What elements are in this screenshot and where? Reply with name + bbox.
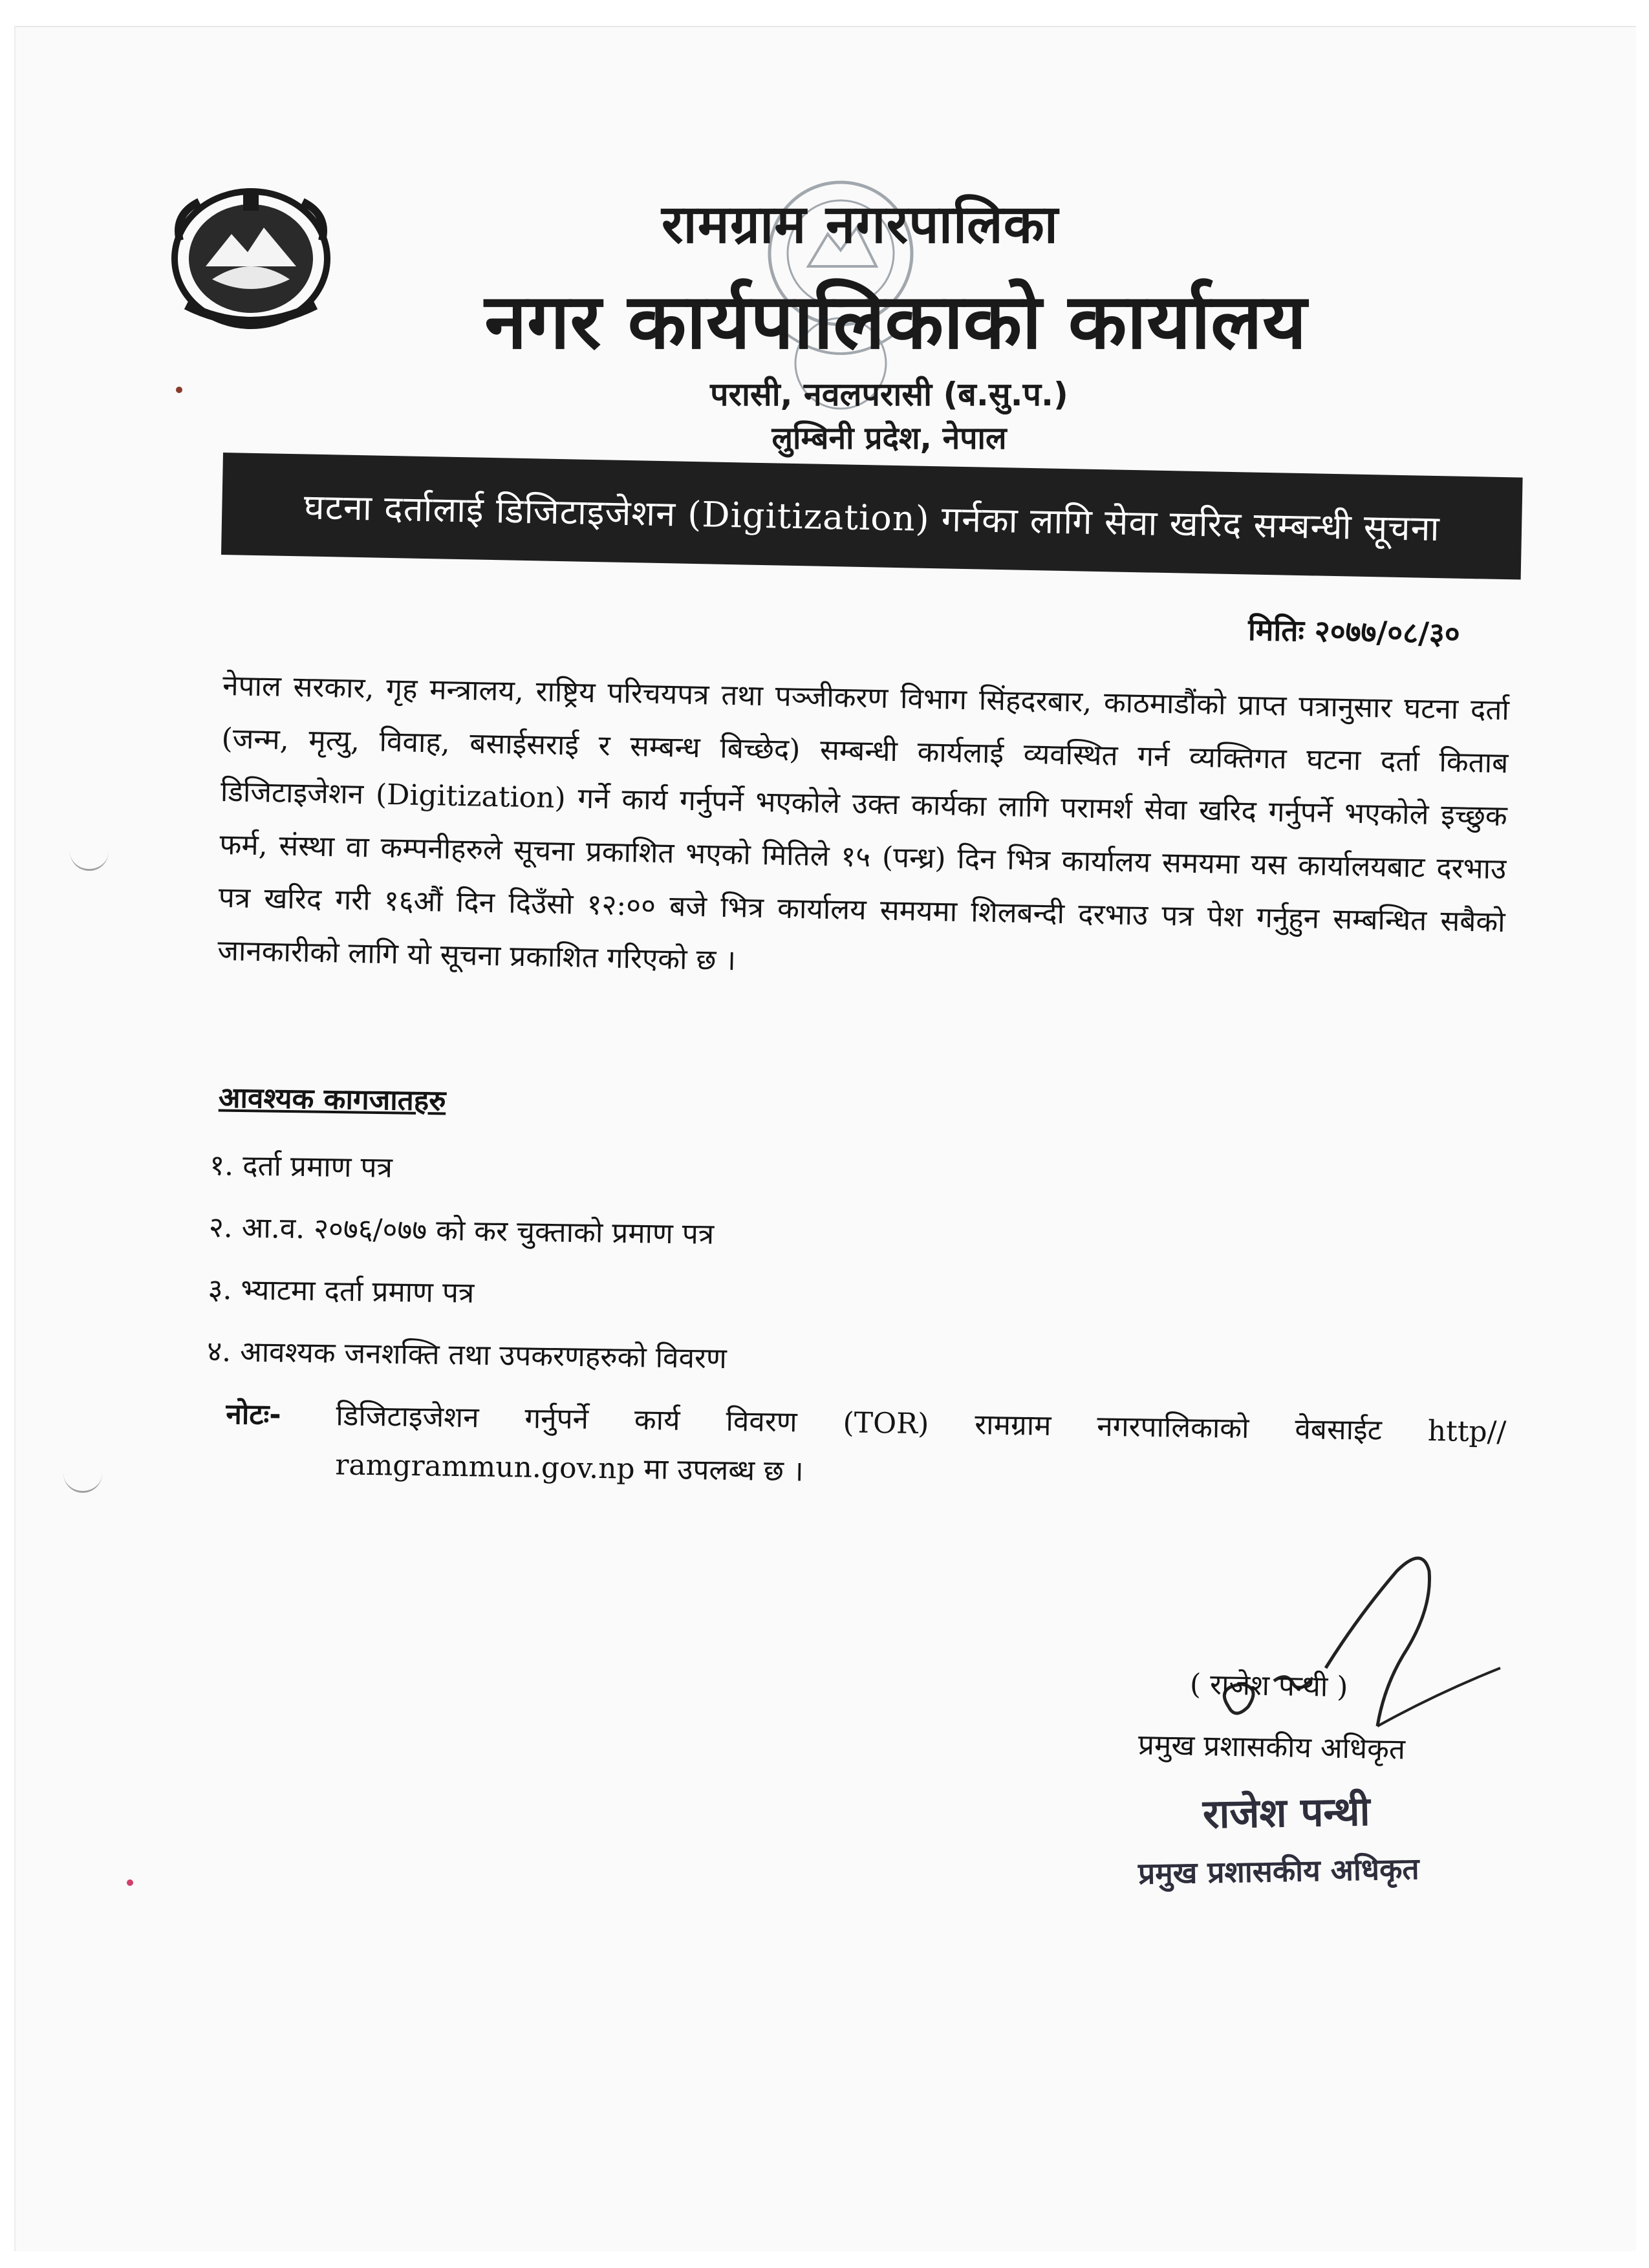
note-text: डिजिटाइजेशन गर्नुपर्ने कार्य विवरण (TOR) रामग्राम नगरपालिकाको वेबसाईट http// ramgrammun.gov.np मा उपलब्ध छ । — [335, 1399, 1507, 1488]
signatory-title: प्रमुख प्रशासकीय अधिकृत — [1137, 1728, 1406, 1766]
address-line-2: लुम्बिनी प्रदेश, नेपाल — [771, 420, 1007, 456]
list-item: २. आ.व. २०७६/०७७ को कर चुक्ताको प्रमाण पत्र — [208, 1210, 715, 1251]
required-documents-heading: आवश्यक कागजातहरु — [218, 1081, 446, 1118]
ink-speck — [176, 387, 182, 393]
ink-speck — [127, 1879, 133, 1886]
title-stamp: प्रमुख प्रशासकीय अधिकृत — [1137, 1851, 1420, 1891]
name-stamp: राजेश पन्थी — [1202, 1787, 1371, 1838]
list-item: ३. भ्याटमा दर्ता प्रमाण पत्र — [208, 1272, 475, 1310]
note-label: नोटः- — [226, 1397, 281, 1432]
handwritten-signature — [1190, 1532, 1526, 1746]
required-documents-list — [207, 1135, 730, 1390]
list-item: ४. आवश्यक जनशक्ति तथा उपकरणहरुको विवरण — [206, 1334, 727, 1376]
signatory-name: ( राजेश पन्थी ) — [1189, 1667, 1348, 1704]
municipality-name: रामग्राम नगरपालिका — [662, 194, 1059, 255]
notice-title: घटना दर्तालाई डिजिटाइजेशन (Digitization) गर्नका लागि सेवा खरिद सम्बन्धी सूचना — [303, 486, 1441, 550]
address-line-1: परासी, नवलपरासी (ब.सु.प.) — [710, 376, 1068, 413]
list-item: १. दर्ता प्रमाण पत्र — [209, 1148, 393, 1184]
office-name: नगर कार्यपालिकाको कार्यालय — [484, 277, 1307, 366]
notice-body: नेपाल सरकार, गृह मन्त्रालय, राष्ट्रिय परिचयपत्र तथा पञ्जीकरण विभाग सिंहदरबार, काठमाडौंको प्राप्त पत्रानुसार घटना दर्ता (जन्म, मृत्यु, विवाह, बसाईसराई र सम्बन्ध बिच्छेद) सम्बन्धी कार्यलाई व्यवस्थित गर्न व्यक्तिगत घटना दर्ता किताब डिजिटाइजेशन (Digitization) गर्ने कार्य गर्नुपर्ने भएकोले उक्त कार्यका लागि परामर्श सेवा खरिद गर्नुपर्ने भएकोले इच्छुक फर्म, संस्था वा कम्पनीहरुले सूचना प्रकाशित भएको मितिले १५ (पन्ध्र) दिन भित्र कार्यालय समयमा यस कार्यालयबाट दरभाउ पत्र खरिद गरी १६औं दिन दिउँसो १२:०० बजे भित्र कार्यालय समयमा शिलबन्दी दरभाउ पत्र पेश गर्नुहुन सम्बन्धित सबैको जानकारीको लागि यो सूचना प्रकाशित गरिएको छ । — [217, 669, 1510, 978]
notice-date: मितिः २०७७/०८/३० — [1247, 612, 1461, 652]
note-block — [225, 1390, 1507, 1506]
